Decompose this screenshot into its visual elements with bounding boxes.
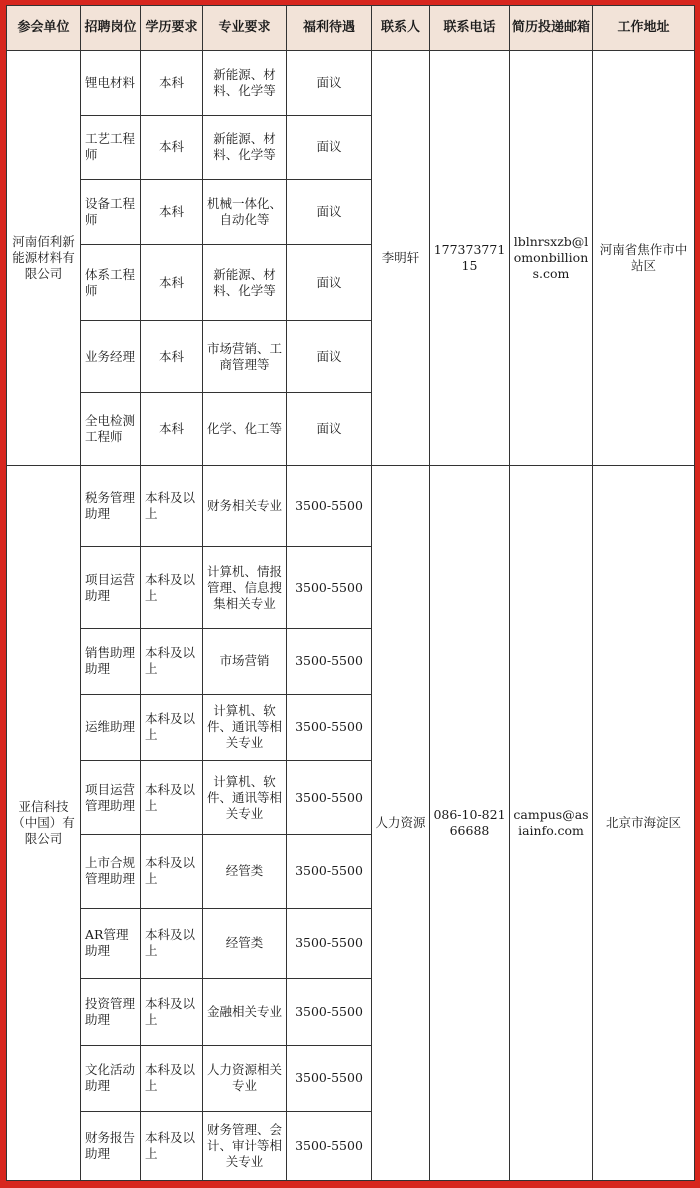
job-title: 财务报告助理 — [81, 1112, 141, 1181]
company-phone: 086-10-82166688 — [430, 465, 510, 1180]
header-salary: 福利待遇 — [287, 6, 372, 51]
job-education: 本科及以上 — [141, 465, 203, 547]
job-major: 计算机、情报管理、信息搜集相关专业 — [203, 547, 287, 629]
job-salary: 3500-5500 — [287, 629, 372, 695]
job-title: 税务管理助理 — [81, 465, 141, 547]
job-title: 项目运营管理助理 — [81, 761, 141, 835]
job-salary: 3500-5500 — [287, 979, 372, 1046]
job-education: 本科 — [141, 180, 203, 245]
job-major: 财务管理、会计、审计等相关专业 — [203, 1112, 287, 1181]
table-row — [7, 465, 695, 547]
job-salary: 面议 — [287, 244, 372, 321]
header-education: 学历要求 — [141, 6, 203, 51]
job-education: 本科 — [141, 115, 203, 180]
company-email[interactable]: campus@asiainfo.com — [510, 465, 593, 1180]
job-title: 上市合规管理助理 — [81, 834, 141, 908]
header-company: 参会单位 — [7, 6, 81, 51]
job-major: 计算机、软件、通讯等相关专业 — [203, 694, 287, 761]
company-name: 亚信科技（中国）有限公司 — [7, 465, 81, 1180]
job-salary: 面议 — [287, 51, 372, 116]
job-major: 化学、化工等 — [203, 392, 287, 465]
job-salary: 3500-5500 — [287, 547, 372, 629]
recruitment-table — [6, 5, 695, 1181]
job-title: 锂电材料 — [81, 51, 141, 116]
job-major: 新能源、材料、化学等 — [203, 51, 287, 116]
company-contact: 人力资源 — [372, 465, 430, 1180]
job-salary: 面议 — [287, 321, 372, 393]
job-education: 本科及以上 — [141, 1045, 203, 1112]
job-education: 本科 — [141, 321, 203, 393]
job-title: 工艺工程师 — [81, 115, 141, 180]
header-email: 简历投递邮箱 — [510, 6, 593, 51]
job-title: AR管理助理 — [81, 908, 141, 979]
header-phone: 联系电话 — [430, 6, 510, 51]
job-salary: 3500-5500 — [287, 694, 372, 761]
job-education: 本科及以上 — [141, 979, 203, 1046]
page-frame — [6, 5, 694, 1181]
job-education: 本科及以上 — [141, 908, 203, 979]
job-major: 机械一体化、自动化等 — [203, 180, 287, 245]
company-contact: 李明轩 — [372, 51, 430, 466]
header-position: 招聘岗位 — [81, 6, 141, 51]
job-education: 本科 — [141, 392, 203, 465]
job-salary: 面议 — [287, 115, 372, 180]
job-salary: 3500-5500 — [287, 834, 372, 908]
job-title: 业务经理 — [81, 321, 141, 393]
job-major: 计算机、软件、通讯等相关专业 — [203, 761, 287, 835]
bottom-border — [0, 1181, 700, 1188]
job-education: 本科及以上 — [141, 547, 203, 629]
job-education: 本科及以上 — [141, 629, 203, 695]
job-salary: 面议 — [287, 180, 372, 245]
job-major: 金融相关专业 — [203, 979, 287, 1046]
job-title: 文化活动助理 — [81, 1045, 141, 1112]
job-major: 市场营销 — [203, 629, 287, 695]
company-email[interactable]: lblnrsxzb@lomonbillions.com — [510, 51, 593, 466]
job-title: 项目运营助理 — [81, 547, 141, 629]
job-education: 本科及以上 — [141, 694, 203, 761]
job-major: 市场营销、工商管理等 — [203, 321, 287, 393]
job-title: 全电检测工程师 — [81, 392, 141, 465]
job-title: 投资管理助理 — [81, 979, 141, 1046]
job-salary: 3500-5500 — [287, 761, 372, 835]
job-title: 体系工程师 — [81, 244, 141, 321]
job-salary: 3500-5500 — [287, 1112, 372, 1181]
job-major: 经管类 — [203, 834, 287, 908]
header-contact: 联系人 — [372, 6, 430, 51]
job-major: 新能源、材料、化学等 — [203, 115, 287, 180]
job-salary: 3500-5500 — [287, 465, 372, 547]
job-salary: 3500-5500 — [287, 1045, 372, 1112]
job-major: 新能源、材料、化学等 — [203, 244, 287, 321]
company-address: 河南省焦作市中站区 — [593, 51, 695, 466]
job-major: 财务相关专业 — [203, 465, 287, 547]
job-salary: 面议 — [287, 392, 372, 465]
job-education: 本科及以上 — [141, 761, 203, 835]
job-education: 本科 — [141, 51, 203, 116]
header-major: 专业要求 — [203, 6, 287, 51]
table-row — [7, 51, 695, 116]
job-major: 人力资源相关专业 — [203, 1045, 287, 1112]
job-title: 运维助理 — [81, 694, 141, 761]
job-education: 本科及以上 — [141, 834, 203, 908]
company-phone: 17737377115 — [430, 51, 510, 466]
company-name: 河南佰利新能源材料有限公司 — [7, 51, 81, 466]
job-major: 经管类 — [203, 908, 287, 979]
job-salary: 3500-5500 — [287, 908, 372, 979]
company-address: 北京市海淀区 — [593, 465, 695, 1180]
job-title: 设备工程师 — [81, 180, 141, 245]
job-education: 本科 — [141, 244, 203, 321]
header-address: 工作地址 — [593, 6, 695, 51]
job-title: 销售助理助理 — [81, 629, 141, 695]
job-education: 本科及以上 — [141, 1112, 203, 1181]
header-row — [7, 6, 695, 51]
